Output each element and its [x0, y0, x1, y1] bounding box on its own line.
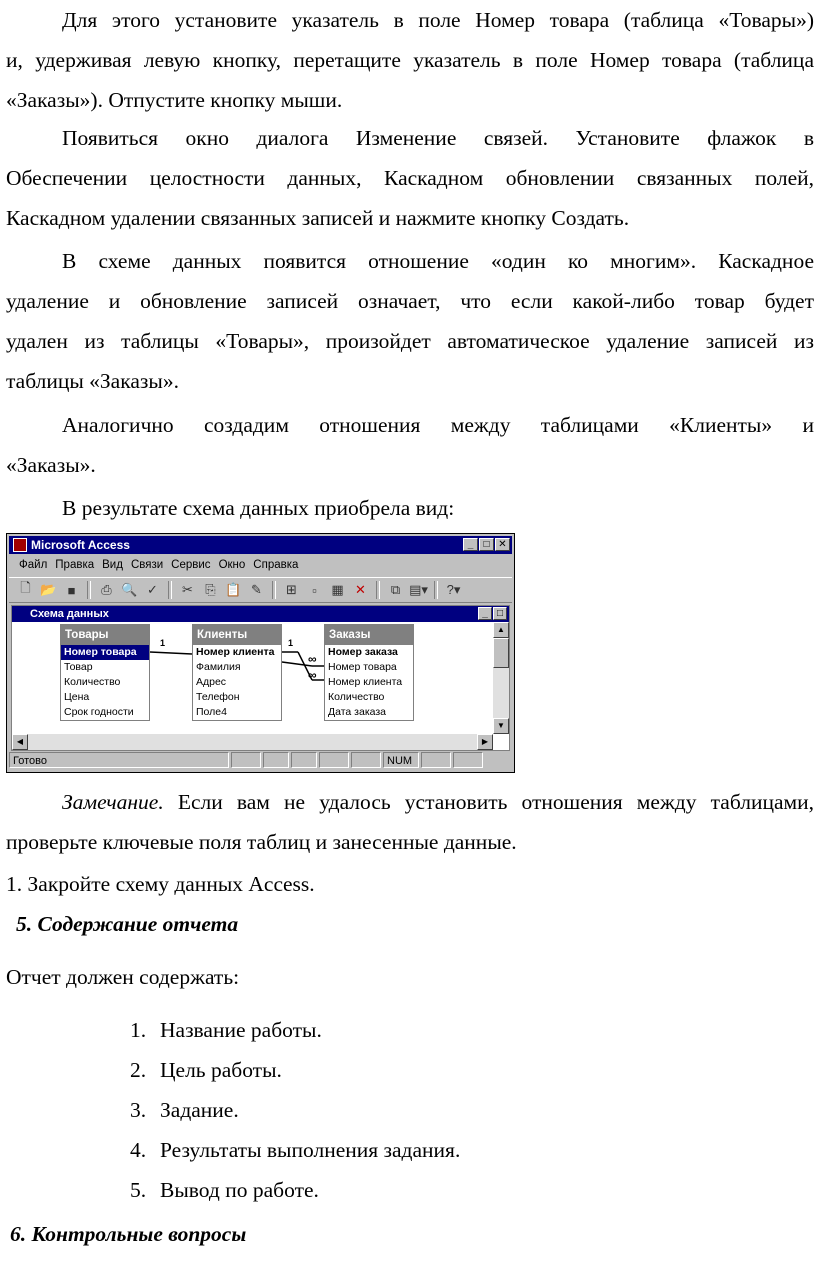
text-line: Каскадном удалении связанных записей и нажмите кнопку Создать.: [6, 206, 630, 230]
menu-relationships[interactable]: Связи: [130, 559, 164, 571]
list-number: 4.: [130, 1138, 147, 1162]
toolbar-separator: [376, 581, 380, 599]
child-title: Схема данных: [30, 608, 109, 620]
delete-icon[interactable]: ✕: [355, 582, 366, 597]
minimize-button[interactable]: _: [463, 538, 478, 551]
relationships-window: [11, 605, 510, 751]
text-line: удален из таблицы «Товары», произойдет автоматическое удаление записей из: [6, 329, 814, 353]
child-titlebar: [12, 606, 509, 622]
access-window: [6, 533, 515, 773]
copy-icon[interactable]: ⎘: [205, 582, 216, 597]
database-window-icon[interactable]: ⧉: [390, 582, 401, 597]
field-row[interactable]: Фамилия: [196, 661, 241, 673]
menu-tools[interactable]: Сервис: [171, 559, 211, 571]
field-row[interactable]: Телефон: [196, 691, 240, 703]
menu-view[interactable]: Вид: [102, 559, 123, 571]
cut-icon[interactable]: ✂: [182, 582, 193, 597]
list-item: [130, 1170, 460, 1210]
text-line: Аналогично создадим отношения между таблицами «Клиенты» и: [62, 413, 814, 437]
child-minimize-button[interactable]: _: [478, 607, 492, 620]
show-all-icon[interactable]: ▦: [331, 582, 344, 597]
field-row[interactable]: Товар: [64, 661, 93, 673]
field-row[interactable]: Номер товара: [328, 661, 397, 673]
field-row[interactable]: Номер клиента: [328, 676, 403, 688]
note-label: Замечание.: [62, 790, 164, 814]
table-header: Товары: [61, 625, 149, 645]
text-line: Появиться окно диалога Изменение связей. Установите флажок в: [62, 126, 814, 150]
field-row[interactable]: Адрес: [196, 676, 227, 688]
status-bar: [9, 752, 512, 770]
status-panel: [263, 752, 289, 768]
text-line: «Заказы»). Отпустите кнопку мыши.: [6, 88, 343, 112]
status-panel: [231, 752, 261, 768]
horizontal-scrollbar[interactable]: [12, 734, 493, 750]
list-number: 5.: [130, 1178, 147, 1202]
paragraph-4: [6, 405, 814, 485]
access-logo-icon: [13, 538, 27, 552]
status-panel: [319, 752, 349, 768]
text-line: Для этого установите указатель в поле Номер товара (таблица «Товары»): [62, 8, 814, 32]
field-row[interactable]: Количество: [64, 676, 121, 688]
paragraph-1: [6, 0, 814, 120]
new-icon[interactable]: 🗋: [20, 580, 31, 595]
text-line: проверьте ключевые поля таблиц и занесенные данные.: [6, 830, 517, 854]
many-marker: ∞: [308, 668, 317, 682]
help-icon[interactable]: ?▾: [446, 582, 461, 597]
text-line: «Заказы».: [6, 453, 96, 477]
field-row[interactable]: Поле4: [196, 706, 227, 718]
menu-edit[interactable]: Правка: [55, 559, 95, 571]
field-row[interactable]: Номер клиента: [196, 646, 275, 658]
show-direct-icon[interactable]: ▫: [312, 582, 317, 598]
print-preview-icon[interactable]: 🔍: [121, 582, 138, 597]
report-list: [130, 1010, 460, 1210]
field-row[interactable]: Номер товара: [61, 645, 149, 660]
status-panel: [351, 752, 381, 768]
one-marker: 1: [160, 638, 166, 648]
format-painter-icon[interactable]: ✎: [251, 582, 262, 597]
list-item: [130, 1130, 460, 1170]
note-paragraph: [6, 782, 814, 862]
list-text: Название работы.: [160, 1018, 322, 1042]
list-number: 2.: [130, 1058, 147, 1082]
toolbar-separator: [434, 581, 438, 599]
menu-file[interactable]: Файл: [19, 559, 48, 571]
print-icon[interactable]: ⎙: [101, 582, 112, 597]
list-item: [130, 1090, 460, 1130]
paragraph-2: [6, 118, 814, 238]
relationships-canvas: [12, 622, 493, 734]
toolbar-separator: [168, 581, 172, 599]
status-panel: [421, 752, 451, 768]
list-text: Цель работы.: [160, 1058, 282, 1082]
list-number: 1.: [130, 1018, 147, 1042]
list-text: Результаты выполнения задания.: [160, 1138, 461, 1162]
scroll-up-icon[interactable]: ▲: [493, 622, 509, 638]
table-header: Клиенты: [193, 625, 281, 645]
field-row[interactable]: Количество: [328, 691, 385, 703]
close-button[interactable]: ✕: [495, 538, 510, 551]
section-5-intro: Отчет должен содержать:: [6, 965, 240, 989]
status-panel: [453, 752, 483, 768]
menu-window[interactable]: Окно: [218, 559, 246, 571]
list-item: [130, 1010, 460, 1050]
scroll-thumb[interactable]: [493, 638, 509, 668]
status-panel: [291, 752, 317, 768]
list-item: [130, 1050, 460, 1090]
section-6-heading: 6. Контрольные вопросы: [10, 1222, 247, 1246]
paragraph-3: [6, 241, 814, 401]
scroll-down-icon[interactable]: ▼: [493, 718, 509, 734]
status-text: Готово: [9, 752, 229, 768]
field-row[interactable]: Дата заказа: [328, 706, 387, 718]
text-line: [6, 782, 814, 822]
scroll-left-icon[interactable]: ◀: [12, 734, 28, 750]
status-num: NUM: [383, 752, 419, 768]
many-marker: ∞: [308, 652, 317, 666]
maximize-button[interactable]: □: [479, 538, 494, 551]
step-1: 1. Закройте схему данных Access.: [6, 872, 315, 896]
scroll-right-icon[interactable]: ▶: [477, 734, 493, 750]
section-5-heading: 5. Содержание отчета: [16, 912, 239, 936]
menu-help[interactable]: Справка: [253, 559, 299, 571]
menu-bar: [9, 556, 512, 574]
list-text: Вывод по работе.: [160, 1178, 319, 1202]
text-line: Обеспечении целостности данных, Каскадном обновлении связанных полей,: [6, 166, 814, 190]
text-line: и, удерживая левую кнопку, перетащите указатель в поле Номер товара (таблица: [6, 48, 814, 72]
child-maximize-button[interactable]: □: [493, 607, 507, 620]
window-titlebar: [9, 536, 512, 554]
text-line: удаление и обновление записей означает, что если какой-либо товар будет: [6, 289, 814, 313]
relationship-lines: [12, 622, 493, 734]
relationship-line: [150, 652, 192, 654]
list-text: Задание.: [160, 1098, 239, 1122]
field-row[interactable]: Номер заказа: [328, 646, 398, 658]
paragraph-5: В результате схема данных приобрела вид:: [62, 496, 455, 520]
open-icon[interactable]: 📂: [40, 582, 57, 597]
toolbar-separator: [272, 581, 276, 599]
text-line: таблицы «Заказы».: [6, 369, 179, 393]
spelling-icon[interactable]: ✓: [147, 582, 158, 597]
one-marker: 1: [288, 638, 294, 648]
field-row[interactable]: Срок годности: [64, 706, 134, 718]
list-number: 3.: [130, 1098, 147, 1122]
paste-icon[interactable]: 📋: [225, 582, 242, 597]
text-line: В схеме данных появится отношение «один ко многим». Каскадное: [62, 249, 814, 273]
new-object-icon[interactable]: ▤▾: [409, 582, 428, 597]
table-header: Заказы: [325, 625, 413, 645]
field-row[interactable]: Цена: [64, 691, 90, 703]
vertical-scrollbar[interactable]: [493, 622, 509, 734]
window-title: Microsoft Access: [31, 538, 130, 552]
note-text: Если вам не удалось установить отношения между таблицами,: [163, 790, 814, 814]
show-table-icon[interactable]: ⊞: [286, 582, 297, 597]
save-icon[interactable]: ■: [67, 582, 76, 598]
toolbar: [9, 577, 512, 603]
toolbar-separator: [87, 581, 91, 599]
